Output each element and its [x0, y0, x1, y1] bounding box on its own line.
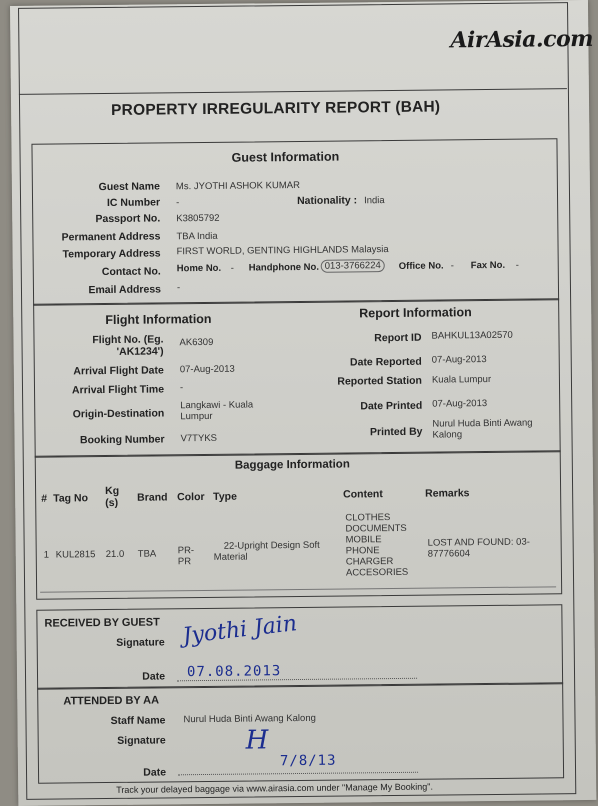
content-item: ACCESORIES: [345, 566, 409, 579]
baggage-heading: Baggage Information: [234, 458, 350, 472]
fax-no-value: -: [515, 259, 519, 271]
arrival-time-label: Arrival Flight Time: [71, 383, 165, 397]
received-heading: RECEIVED BY GUEST: [44, 616, 160, 630]
handphone-value: 013-3766224: [321, 259, 385, 273]
permanent-address-label: Permanent Address: [61, 230, 161, 244]
row-kg: 21.0: [105, 548, 125, 561]
passport-label: Passport No.: [95, 212, 161, 226]
flight-no-value: AK6309: [179, 336, 214, 349]
permanent-address-value: TBA India: [176, 230, 218, 243]
col-num-header: #: [41, 492, 48, 505]
received-date-label: Date: [142, 670, 166, 683]
email-label: Email Address: [88, 283, 162, 297]
report-id-value: BAHKUL13A02570: [431, 329, 513, 342]
staff-name-label: Staff Name: [110, 714, 166, 727]
row-num: 1: [43, 549, 50, 561]
guest-name-value: Ms. JYOTHI ASHOK KUMAR: [175, 179, 300, 193]
flight-heading: Flight Information: [105, 311, 212, 328]
row-type: 22-Upright Design Soft Material: [213, 539, 320, 563]
page-title: PROPERTY IRREGULARITY REPORT (BAH): [111, 98, 441, 119]
content-item: CLOTHES: [345, 512, 391, 524]
row-content: [345, 512, 408, 579]
report-heading: Report Information: [359, 305, 472, 321]
reported-station-value: Kuala Lumpur: [431, 373, 492, 386]
content-item: MOBILE: [345, 534, 382, 546]
contact-label: Contact No.: [101, 265, 161, 279]
office-no-value: -: [450, 260, 454, 272]
booking-number-value: V7TYKS: [180, 432, 218, 445]
received-signature-label: Signature: [116, 636, 165, 649]
attended-signature-label: Signature: [117, 734, 166, 747]
printed-by-label: Printed By: [369, 425, 423, 439]
col-type-header: Type: [213, 490, 237, 503]
footer-note: Track your delayed baggage via www.airasia.com under "Manage My Booking".: [116, 781, 433, 795]
row-remarks: LOST AND FOUND: 03-87776604: [427, 536, 530, 560]
origin-destination-label: Origin-Destination: [72, 407, 165, 421]
arrival-date-label: Arrival Flight Date: [73, 364, 164, 378]
attended-date-label: Date: [143, 766, 167, 779]
home-no-label: Home No.: [176, 262, 222, 275]
arrival-date-value: 07-Aug-2013: [179, 363, 235, 376]
col-kg-header: Kg (s): [105, 484, 120, 510]
guest-signature: Jyothi Jain: [181, 611, 299, 650]
ic-label: IC Number: [106, 196, 161, 209]
office-no-label: Office No.: [398, 260, 444, 272]
nationality-value: India: [364, 195, 385, 207]
col-color-header: Color: [177, 490, 205, 504]
ic-value: -: [176, 197, 180, 209]
temporary-address-label: Temporary Address: [62, 247, 161, 261]
handphone-label: Handphone No.: [248, 261, 320, 274]
flight-no-label: Flight No. (Eg. 'AK1234'): [92, 333, 164, 358]
booking-number-label: Booking Number: [79, 433, 165, 447]
content-item: DOCUMENTS: [345, 522, 407, 535]
col-content-header: Content: [343, 488, 383, 501]
fax-no-label: Fax No.: [470, 259, 506, 272]
row-color: PR-PR: [177, 545, 195, 568]
airasia-logo: AirAsia.com: [450, 25, 594, 54]
reported-station-label: Reported Station: [337, 374, 423, 388]
baggage-section: [35, 450, 562, 600]
row-tag: KUL2815: [55, 549, 96, 561]
guest-name-label: Guest Name: [98, 180, 160, 194]
row-brand: TBA: [137, 548, 157, 560]
received-date-value: 07.08.2013: [186, 663, 282, 681]
date-printed-value: 07-Aug-2013: [432, 398, 488, 410]
content-item: CHARGER: [345, 556, 394, 568]
attended-heading: ATTENDED BY AA: [63, 694, 160, 708]
nationality-label: Nationality :: [296, 194, 358, 208]
home-no-value: -: [230, 262, 234, 274]
report-id-label: Report ID: [374, 331, 422, 345]
col-brand-header: Brand: [137, 491, 168, 504]
passport-value: K3805792: [176, 212, 220, 225]
guest-heading: Guest Information: [231, 149, 340, 165]
staff-signature: H: [245, 725, 269, 756]
temporary-address-value: FIRST WORLD, GENTING HIGHLANDS Malaysia: [176, 244, 389, 258]
date-reported-value: 07-Aug-2013: [431, 354, 487, 366]
report-form: [10, 0, 596, 806]
staff-name-value: Nurul Huda Binti Awang Kalong: [183, 712, 316, 726]
col-tag-header: Tag No: [53, 492, 89, 505]
email-value: -: [176, 282, 181, 294]
printed-by-value: Nurul Huda Binti Awang Kalong: [432, 417, 533, 441]
attended-date-value: 7/8/13: [279, 752, 337, 770]
col-remarks-header: Remarks: [425, 487, 470, 500]
origin-destination-value: Langkawi - Kuala Lumpur: [180, 399, 254, 423]
date-printed-label: Date Printed: [360, 399, 423, 413]
arrival-time-value: -: [179, 382, 184, 394]
content-item: PHONE: [345, 545, 380, 557]
date-reported-label: Date Reported: [349, 355, 422, 369]
